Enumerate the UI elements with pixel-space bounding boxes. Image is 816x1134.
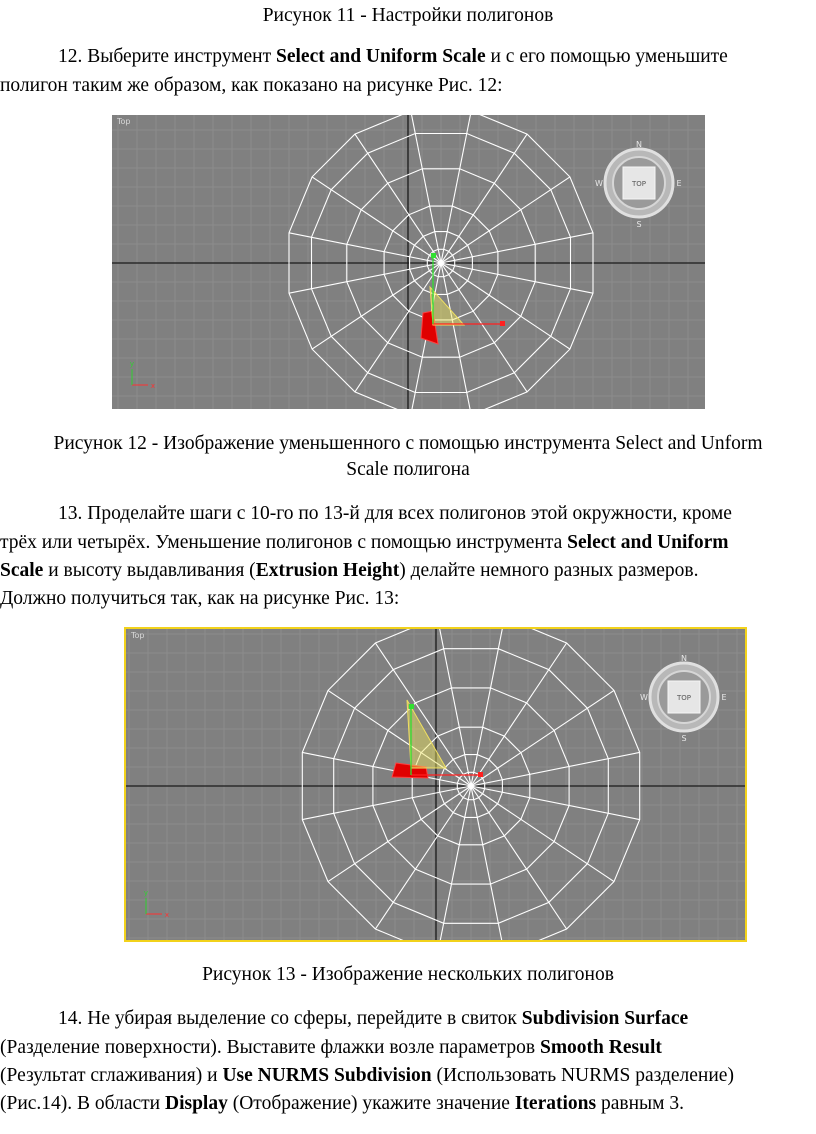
step-13-line-1: 13. Проделайте шаги с 10-го по 13-й для всех полигонов этой окружности, кроме: [58, 503, 732, 524]
param-smooth-result: Smooth Result: [539, 1037, 662, 1058]
step-13-line-2: трёх или четырёх. Уменьшение полигонов с помощью инструмента Select and Uniform: [0, 532, 729, 553]
gizmo-y-handle: [431, 253, 436, 258]
viewcube-west: W: [595, 179, 603, 188]
gizmo-y-handle: [409, 704, 414, 709]
viewcube-east: E: [721, 693, 727, 702]
tool-name-select-uniform-scale: Select and Uniform Scale: [276, 46, 486, 67]
gizmo-x-handle: [500, 321, 505, 326]
viewcube-north: N: [681, 654, 687, 663]
step-14-line-1: 14. Не убирая выделение со сферы, перейдите в свиток Subdivision Surface: [58, 1008, 689, 1029]
figure-12-viewport: [112, 115, 705, 409]
sphere-spoke: [471, 786, 505, 940]
viewcube-face-label: TOP: [631, 180, 647, 188]
tripod-x-label: x: [150, 382, 156, 390]
tripod-x-label: x: [164, 911, 170, 919]
rollout-subdivision-surface: Subdivision Surface: [521, 1008, 689, 1029]
step-12-line-2: полигон таким же образом, как показано на рисунке Рис. 12:: [0, 75, 503, 96]
figure-13-caption: Рисунок 13 - Изображение нескольких полигонов: [202, 964, 614, 985]
param-extrusion-height: Extrusion Height: [255, 560, 400, 581]
step-14-line-2: (Разделение поверхности). Выставите флажки возле параметров Smooth Result: [0, 1037, 662, 1058]
step-13-line-4: Должно получиться так, как на рисунке Рис. 13:: [0, 588, 400, 609]
figure-12-caption-line-2: Scale полигона: [346, 459, 470, 480]
viewcube-north: N: [636, 140, 642, 149]
step-14-line-3: (Результат сглаживания) и Use NURMS Subdivision (Использовать NURMS разделение): [0, 1065, 734, 1086]
figure-12-wireframe: [112, 115, 705, 409]
step-12-number: 12.: [58, 46, 83, 67]
viewcube-face-label: TOP: [676, 694, 692, 702]
sphere-spoke: [437, 786, 471, 940]
viewcube-south: S: [681, 734, 687, 743]
figure-11-caption: Рисунок 11 - Настройки полигонов: [262, 5, 554, 26]
figure-13-wireframe: [126, 629, 745, 940]
viewcube-west: W: [640, 693, 648, 702]
figure-12-caption-line-1: Рисунок 12 - Изображение уменьшенного с помощью инструмента Select and Unform: [53, 433, 763, 454]
group-display: Display: [165, 1093, 228, 1114]
step-13-line-3: Scale и высоту выдавливания (Extrusion Height) делайте немного разных размеров.: [0, 560, 699, 581]
figure-13-viewport: [124, 627, 747, 942]
tripod-y-label: y: [143, 889, 149, 897]
viewport-label[interactable]: Top: [131, 631, 145, 640]
step-13-number: 13.: [58, 503, 83, 524]
tripod-y-label: y: [129, 360, 135, 368]
step-14-number: 14.: [58, 1008, 83, 1029]
param-use-nurms: Use NURMS Subdivision: [222, 1065, 432, 1086]
step-14-line-4: (Рис.14). В области Display (Отображение) укажите значение Iterations равным 3.: [0, 1093, 684, 1114]
step-12-line-1: 12. Выберите инструмент Select and Uniform Scale и с его помощью уменьшите: [58, 46, 728, 67]
gizmo-x-handle: [478, 772, 483, 777]
viewport-label[interactable]: Top: [117, 117, 131, 126]
param-iterations: Iterations: [514, 1093, 597, 1114]
viewcube-east: E: [676, 179, 682, 188]
viewcube-south: S: [636, 220, 642, 229]
viewcube-icon: [640, 654, 726, 743]
